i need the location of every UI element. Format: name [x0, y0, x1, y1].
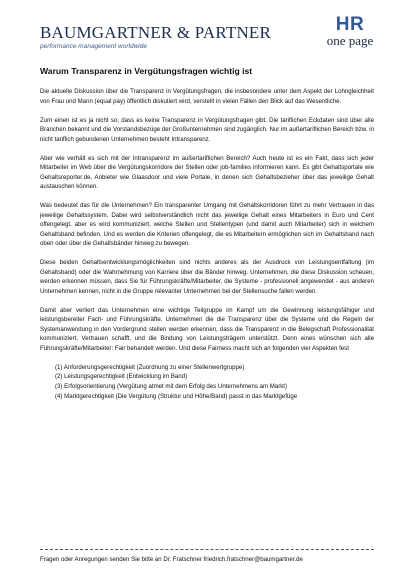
- article-body: [40, 87, 374, 402]
- fairness-aspects-list: [40, 363, 374, 402]
- paragraph-2: Zum einen ist es ja nicht so, dass es keine Transparenz in Vergütungsfragen gibt. Die tariflichen Eckdaten sind über alle Branchen bekannt und die Vorstandsbezüge der Großunternehmen sind zugänglich. Nur im außertariflichen Bereich bzw. in nicht tariflich gebundenen Unternehmen besteht Intransparenz.: [40, 116, 374, 143]
- logo-brand-name: BAUMGARTNER & PARTNER: [40, 23, 272, 42]
- company-logo: [40, 23, 272, 51]
- paragraph-1: Die aktuelle Diskussion über die Transparenz in Vergütungsfragen, die insbesondere unter dem Aspekt der Lohngleichheit von Frau und Mann (equal pay) öffentlich diskutiert wird, verstellt in vielen Fällen den Blick auf das Wesentliche.: [40, 88, 374, 105]
- paragraph-5: Diese beiden Gehaltsentwicklungsmöglichkeiten sind nichts anderes als der Ausdruck von Leistungsentfaltung (im Gehaltsband) oder die Wahrnehmung von Karriere über die Bänder hinweg. Unternehmen, die diese Diskussion scheuen, werden erkennen müssen, dass Sie für Führungskräfte/Mitarbeiter, die Systeme - professionell angewendet - aus anderen Unternehmen kennen, nicht in die Gruppe relevanter Unternehmen bei der Stellensuche fallen werden.: [40, 259, 374, 295]
- footer-contact-text: Fragen oder Anregungen senden Sie bitte an Dr. Fratschner friedrich.fratschner@baumgartner.de: [40, 556, 303, 563]
- hr-badge-subtitle: one page: [326, 33, 374, 48]
- list-item: (1) Anforderungsgerechtigkeit (Zuordnung zu einer Stellenwertgruppe): [55, 363, 245, 371]
- list-item: (2) Leistungsgerechtigkeit (Entwicklung im Band): [55, 373, 188, 381]
- paragraph-3: Aber wie verhält es sich mit der Intransparenz im außertariflichen Bereich? Auch heute ist es ein Fakt, dass sich jeder Mitarbeiter im Web über die Vergütungskorridore der Stellen oder job-families informieren kann. Es gibt Gehaltsportale wie Gehaltsreporter.de, Anbieter wie Glaasdoor und viele Portale, in denen sich Gehaltsbezieher über das jeweilige Gehalt austauschen können.: [40, 154, 374, 190]
- paragraph-4: Was bedeutet das für die Unternehmen? Ein transparenter Umgang mit Gehaltskorridoren führt zu mehr Vertrauen in das jeweilige Gehaltssystem. Dabei wird selbstverständlich nicht das jeweilige Gehalt eines Mitarbeiters in Euro und Cent offengelegt, aber es wird kommuniziert, welche Stellen und Stellentypen (und damit auch Mitarbeiter) sich in welchem Gehaltsband befinden. Und es werden die Kriterien offengelegt, die es Mitarbeitern ermöglichen sich im Gehaltsband nach oben oder über die Gehaltsbänder hinweg zu bewegen.: [40, 202, 374, 247]
- hr-badge-mark: HR: [335, 14, 365, 35]
- logo-tagline: performance management worldwide: [40, 43, 147, 50]
- page-footer: [40, 549, 374, 564]
- list-item: (4) Marktgerechtigkeit (Die Vergütung (Struktur und Höhe/Band) passt in das Marktgefüge: [55, 392, 298, 400]
- paragraph-6: Damit aber verliert das Unternehmen eine wichtige Teilgruppe im Kampf um die Gewinnung leistungsfähiger und leistungsbereiter Fach- und Führungskräfte. Unternehmen die die Transparenz über die Systeme und die Regeln der Systemanwendung in den Vordergrund stellen werden erkennen, dass die Transparenz in die Belegschaft Professionalität kommuniziert, Vertrauen schafft, und die Bindung von Leistungsträgern unterstützt. Denn eines wünschen sich alle Führungskräfte/Mitarbeiter: Fair behandelt werden. Und diese Fairness macht sich an folgenden vier Aspekten fest: [40, 306, 374, 352]
- page-title: Warum Transparenz in Vergütungsfragen wichtig ist: [40, 66, 253, 76]
- list-item: (3) Erfolgsorientierung (Vergütung atmet mit dem Erfolg des Unternehmens am Markt): [55, 383, 287, 391]
- hr-one-page-badge: [320, 16, 380, 47]
